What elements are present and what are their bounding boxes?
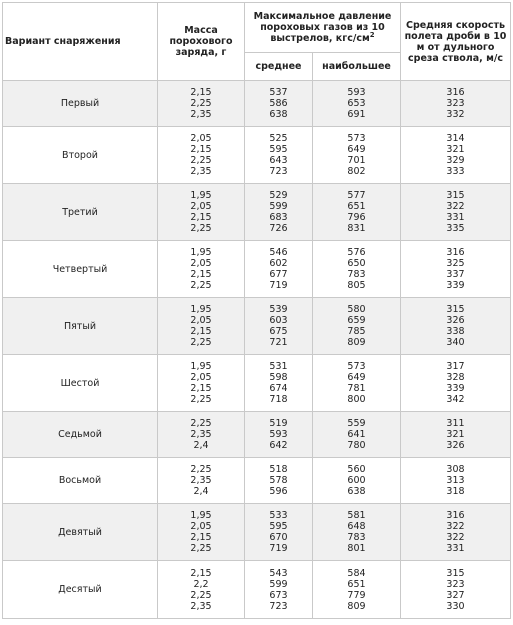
table-row <box>3 355 511 412</box>
max-value: 802 <box>347 166 366 177</box>
avg-value: 726 <box>269 223 288 234</box>
mass-value: 2,15 <box>190 269 212 280</box>
max-value: 805 <box>347 280 366 291</box>
speed-value: 331 <box>446 543 465 554</box>
mass-value: 1,95 <box>190 247 212 258</box>
avg-cell <box>245 355 313 412</box>
speed-value: 322 <box>446 201 465 212</box>
mass-value: 2,35 <box>190 429 212 440</box>
speed-cell <box>401 81 511 127</box>
speed-value: 317 <box>446 361 465 372</box>
speed-value: 335 <box>446 223 465 234</box>
max-cell <box>313 81 401 127</box>
variant-name: Второй <box>3 127 158 184</box>
variant-name: Шестой <box>3 355 158 412</box>
speed-value: 326 <box>446 440 465 451</box>
mass-value: 2,35 <box>190 109 212 120</box>
mass-value: 2,25 <box>190 98 212 109</box>
ammo-loading-table <box>2 2 511 619</box>
mass-value: 2,25 <box>190 543 212 554</box>
mass-cell <box>158 184 245 241</box>
max-value: 783 <box>347 269 366 280</box>
max-value: 785 <box>347 326 366 337</box>
speed-value: 327 <box>446 589 465 601</box>
max-cell <box>313 355 401 412</box>
avg-value: 595 <box>269 521 288 532</box>
variant-name: Седьмой <box>3 412 158 458</box>
speed-cell <box>401 412 511 458</box>
variant-name: Пятый <box>3 298 158 355</box>
avg-value: 719 <box>269 280 288 291</box>
avg-value: 642 <box>269 440 288 451</box>
speed-value: 316 <box>446 247 465 258</box>
max-cell <box>313 184 401 241</box>
avg-value: 596 <box>269 486 288 497</box>
mass-cell <box>158 355 245 412</box>
avg-value: 595 <box>269 144 288 155</box>
max-value: 593 <box>347 87 366 98</box>
mass-value: 2,15 <box>190 87 212 98</box>
speed-value: 315 <box>446 190 465 201</box>
avg-cell <box>245 81 313 127</box>
mass-value: 2,25 <box>190 464 212 475</box>
table-row <box>3 504 511 561</box>
speed-value: 313 <box>446 475 465 486</box>
speed-cell <box>401 561 511 619</box>
avg-cell <box>245 504 313 561</box>
mass-value: 2,4 <box>193 440 209 451</box>
mass-value: 2,15 <box>190 144 212 155</box>
avg-value: 518 <box>269 464 288 475</box>
speed-cell <box>401 355 511 412</box>
header-pressure-text: Максимальное давление пороховых газов из 10 выстрелов, кгс/см <box>253 11 392 44</box>
table-row <box>3 412 511 458</box>
mass-value: 2,15 <box>190 212 212 223</box>
speed-value: 326 <box>446 315 465 326</box>
mass-value: 2,25 <box>190 280 212 291</box>
max-value: 641 <box>347 429 366 440</box>
speed-value: 316 <box>446 87 465 98</box>
max-cell <box>313 412 401 458</box>
table-row <box>3 81 511 127</box>
avg-value: 602 <box>269 258 288 269</box>
mass-value: 2,25 <box>190 337 212 348</box>
variant-name: Девятый <box>3 504 158 561</box>
avg-value: 593 <box>269 429 288 440</box>
max-value: 577 <box>347 190 366 201</box>
header-mass: Масса порохового заряда, г <box>158 3 245 81</box>
speed-value: 339 <box>446 383 465 394</box>
max-value: 831 <box>347 223 366 234</box>
speed-value: 330 <box>446 600 465 612</box>
header-pressure-sup: 2 <box>369 30 375 39</box>
avg-value: 670 <box>269 532 288 543</box>
mass-value: 2,25 <box>190 394 212 405</box>
speed-value: 337 <box>446 269 465 280</box>
avg-value: 723 <box>269 166 288 177</box>
speed-value: 318 <box>446 486 465 497</box>
mass-cell <box>158 298 245 355</box>
speed-cell <box>401 458 511 504</box>
avg-value: 718 <box>269 394 288 405</box>
max-value: 581 <box>347 510 366 521</box>
mass-value: 2,15 <box>190 567 212 579</box>
speed-value: 325 <box>446 258 465 269</box>
table-row <box>3 127 511 184</box>
max-value: 650 <box>347 258 366 269</box>
avg-value: 586 <box>269 98 288 109</box>
mass-value: 2,25 <box>190 418 212 429</box>
avg-value: 578 <box>269 475 288 486</box>
max-cell <box>313 241 401 298</box>
mass-value: 2,25 <box>190 155 212 166</box>
max-cell <box>313 561 401 619</box>
avg-value: 723 <box>269 600 288 612</box>
speed-cell <box>401 241 511 298</box>
mass-value: 2,05 <box>190 133 212 144</box>
mass-value: 2,05 <box>190 258 212 269</box>
max-value: 809 <box>347 600 366 612</box>
mass-value: 1,95 <box>190 304 212 315</box>
max-value: 800 <box>347 394 366 405</box>
avg-value: 529 <box>269 190 288 201</box>
speed-cell <box>401 298 511 355</box>
max-value: 649 <box>347 372 366 383</box>
avg-value: 674 <box>269 383 288 394</box>
avg-value: 677 <box>269 269 288 280</box>
mass-value: 2,4 <box>193 486 209 497</box>
avg-value: 598 <box>269 372 288 383</box>
max-value: 600 <box>347 475 366 486</box>
table-row <box>3 298 511 355</box>
mass-value: 2,05 <box>190 201 212 212</box>
max-value: 576 <box>347 247 366 258</box>
max-value: 809 <box>347 337 366 348</box>
mass-value: 1,95 <box>190 361 212 372</box>
avg-value: 543 <box>269 567 288 579</box>
speed-value: 321 <box>446 144 465 155</box>
avg-value: 539 <box>269 304 288 315</box>
speed-value: 340 <box>446 337 465 348</box>
max-value: 560 <box>347 464 366 475</box>
avg-cell <box>245 127 313 184</box>
max-cell <box>313 458 401 504</box>
mass-value: 2,35 <box>190 475 212 486</box>
mass-value: 2,05 <box>190 315 212 326</box>
avg-value: 599 <box>269 201 288 212</box>
avg-value: 675 <box>269 326 288 337</box>
header-avg: среднее <box>245 53 313 81</box>
max-value: 580 <box>347 304 366 315</box>
mass-cell <box>158 241 245 298</box>
avg-value: 519 <box>269 418 288 429</box>
max-value: 648 <box>347 521 366 532</box>
max-value: 801 <box>347 543 366 554</box>
max-value: 783 <box>347 532 366 543</box>
avg-cell <box>245 241 313 298</box>
mass-value: 2,15 <box>190 383 212 394</box>
header-variant: Вариант снаряжения <box>3 3 158 81</box>
max-value: 638 <box>347 486 366 497</box>
speed-value: 323 <box>446 578 465 590</box>
max-value: 573 <box>347 133 366 144</box>
avg-cell <box>245 298 313 355</box>
speed-cell <box>401 504 511 561</box>
avg-value: 683 <box>269 212 288 223</box>
variant-name: Восьмой <box>3 458 158 504</box>
mass-value: 2,15 <box>190 326 212 337</box>
avg-value: 638 <box>269 109 288 120</box>
speed-value: 311 <box>446 418 465 429</box>
avg-value: 673 <box>269 589 288 601</box>
header-pressure <box>245 3 401 53</box>
speed-value: 329 <box>446 155 465 166</box>
speed-value: 315 <box>446 567 465 579</box>
mass-value: 2,05 <box>190 372 212 383</box>
table-body <box>3 81 511 619</box>
table-row <box>3 241 511 298</box>
max-cell <box>313 127 401 184</box>
avg-value: 599 <box>269 578 288 590</box>
variant-name: Третий <box>3 184 158 241</box>
avg-value: 603 <box>269 315 288 326</box>
mass-cell <box>158 127 245 184</box>
mass-value: 2,25 <box>190 589 212 601</box>
avg-value: 719 <box>269 543 288 554</box>
speed-value: 342 <box>446 394 465 405</box>
max-value: 584 <box>347 567 366 579</box>
speed-value: 332 <box>446 109 465 120</box>
table-row <box>3 184 511 241</box>
speed-value: 333 <box>446 166 465 177</box>
speed-value: 316 <box>446 510 465 521</box>
variant-name: Четвертый <box>3 241 158 298</box>
max-value: 781 <box>347 383 366 394</box>
max-value: 649 <box>347 144 366 155</box>
speed-value: 308 <box>446 464 465 475</box>
speed-cell <box>401 127 511 184</box>
speed-value: 323 <box>446 98 465 109</box>
speed-cell <box>401 184 511 241</box>
avg-value: 643 <box>269 155 288 166</box>
max-value: 573 <box>347 361 366 372</box>
max-value: 780 <box>347 440 366 451</box>
mass-cell <box>158 561 245 619</box>
avg-cell <box>245 561 313 619</box>
mass-cell <box>158 504 245 561</box>
speed-value: 338 <box>446 326 465 337</box>
avg-value: 533 <box>269 510 288 521</box>
header-max: наибольшее <box>313 53 401 81</box>
avg-value: 537 <box>269 87 288 98</box>
mass-cell <box>158 458 245 504</box>
mass-value: 2,2 <box>193 578 209 590</box>
avg-value: 531 <box>269 361 288 372</box>
mass-value: 2,35 <box>190 166 212 177</box>
mass-cell <box>158 412 245 458</box>
max-value: 559 <box>347 418 366 429</box>
avg-value: 525 <box>269 133 288 144</box>
avg-value: 721 <box>269 337 288 348</box>
avg-cell <box>245 412 313 458</box>
header-speed: Средняя скорость полета дроби в 10 м от дульного среза ствола, м/с <box>401 3 511 81</box>
mass-cell <box>158 81 245 127</box>
speed-value: 339 <box>446 280 465 291</box>
mass-value: 1,95 <box>190 190 212 201</box>
mass-value: 2,15 <box>190 532 212 543</box>
avg-cell <box>245 458 313 504</box>
table-row <box>3 561 511 619</box>
avg-cell <box>245 184 313 241</box>
speed-value: 322 <box>446 532 465 543</box>
speed-value: 328 <box>446 372 465 383</box>
max-cell <box>313 504 401 561</box>
mass-value: 1,95 <box>190 510 212 521</box>
variant-name: Десятый <box>3 561 158 619</box>
mass-value: 2,05 <box>190 521 212 532</box>
max-value: 701 <box>347 155 366 166</box>
mass-value: 2,35 <box>190 600 212 612</box>
max-value: 653 <box>347 98 366 109</box>
max-value: 691 <box>347 109 366 120</box>
max-cell <box>313 298 401 355</box>
speed-value: 331 <box>446 212 465 223</box>
table-row <box>3 458 511 504</box>
speed-value: 315 <box>446 304 465 315</box>
max-value: 659 <box>347 315 366 326</box>
max-value: 651 <box>347 578 366 590</box>
variant-name: Первый <box>3 81 158 127</box>
speed-value: 314 <box>446 133 465 144</box>
mass-value: 2,25 <box>190 223 212 234</box>
max-value: 779 <box>347 589 366 601</box>
max-value: 651 <box>347 201 366 212</box>
max-value: 796 <box>347 212 366 223</box>
speed-value: 321 <box>446 429 465 440</box>
speed-value: 322 <box>446 521 465 532</box>
avg-value: 546 <box>269 247 288 258</box>
